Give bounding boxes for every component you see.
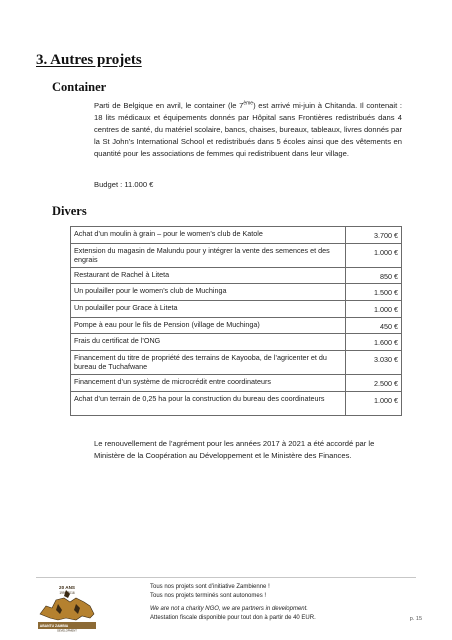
row-description: Extension du magasin de Malundu pour y intégrer la vente des semences et des engrais	[71, 243, 346, 267]
row-description: Financement d’un système de microcrédit entre coordinateurs	[71, 374, 346, 391]
row-amount: 2.500 €	[346, 374, 402, 391]
section-title: 3. Autres projets	[36, 52, 142, 68]
row-description: Achat d’un moulin à grain – pour le women’s club de Katole	[71, 227, 346, 244]
row-amount: 3.030 €	[346, 350, 402, 374]
container-budget: Budget : 11.000 €	[94, 180, 154, 189]
footer-line-2: Tous nos projets terminés sont autonomes !	[150, 592, 267, 599]
footer-text	[150, 583, 400, 622]
container-superscript: ème	[243, 100, 254, 107]
table-row	[71, 284, 402, 301]
table-row	[71, 374, 402, 391]
divers-table	[70, 226, 402, 416]
container-text-end: ) est arrivé mi-juin à Chitanda. Il contenait : 18 lits médicaux et équipements donnés par Hôpital sans Frontières redistribués dans 4 centres de santé, du matériel scolaire, bancs, chaises, bureaux, tableaux, livres donnés par la St John’s International School et redistribués dans 5 écoles ainsi que des vêtements en quantité pour les associations de femmes qui redistribuent dans leur village.	[94, 101, 402, 159]
table-row	[71, 334, 402, 351]
container-heading: Container	[52, 80, 107, 94]
row-amount: 1.000 €	[346, 300, 402, 317]
row-description: Achat d’un terrain de 0,25 ha pour la construction du bureau des coordinateurs	[71, 391, 346, 415]
logo-years-text: 1996-2016	[59, 591, 75, 595]
table-row	[71, 300, 402, 317]
table-row	[71, 267, 402, 284]
row-description: Un poulailler pour le women’s club de Muchinga	[71, 284, 346, 301]
row-amount: 1.600 €	[346, 334, 402, 351]
container-text-start: Parti de Belgique en avril, le container (le 7	[94, 101, 244, 110]
table-row	[71, 243, 402, 267]
row-amount: 850 €	[346, 267, 402, 284]
row-description: Un poulailler pour Grace à Liteta	[71, 300, 346, 317]
row-description: Financement du titre de propriété des terrains de Kayooba, de l’agricenter et du bureau de Tuchafwane	[71, 350, 346, 374]
footer-line-4: Attestation fiscale disponible pour tout don à partir de 40 EUR.	[150, 614, 316, 621]
divers-heading: Divers	[52, 204, 87, 218]
table-row	[71, 317, 402, 334]
renewal-paragraph: Le renouvellement de l’agrément pour les années 2017 à 2021 a été accordé par le Ministère de la Coopération au Développement et le Ministère des Finances.	[94, 439, 375, 460]
abantu-zambia-logo	[36, 584, 98, 632]
footer-line-1: Tous nos projets sont d’initiative Zambienne !	[150, 584, 270, 590]
row-amount: 1.000 €	[346, 391, 402, 415]
row-description: Pompe à eau pour le fils de Pension (village de Muchinga)	[71, 317, 346, 334]
table-row	[71, 227, 402, 244]
row-description: Restaurant de Rachel à Liteta	[71, 267, 346, 284]
container-paragraph	[94, 100, 402, 160]
page-number: p. 15	[409, 616, 422, 622]
table-row	[71, 391, 402, 415]
row-amount: 1.500 €	[346, 284, 402, 301]
footer-line-3: We are not a charity NGO, we are partners in development.	[150, 606, 308, 613]
logo-brand-text: ABANTU ZAMBIA	[39, 624, 69, 628]
footer-divider	[36, 577, 416, 578]
row-amount: 1.000 €	[346, 243, 402, 267]
table-row	[71, 350, 402, 374]
logo-tagline-text: DEVELOPMENT	[57, 629, 77, 632]
row-amount: 3.700 €	[346, 227, 402, 244]
row-description: Frais du certificat de l’ONG	[71, 334, 346, 351]
row-amount: 450 €	[346, 317, 402, 334]
logo-anniversary-text: 20 ANS	[59, 585, 75, 590]
